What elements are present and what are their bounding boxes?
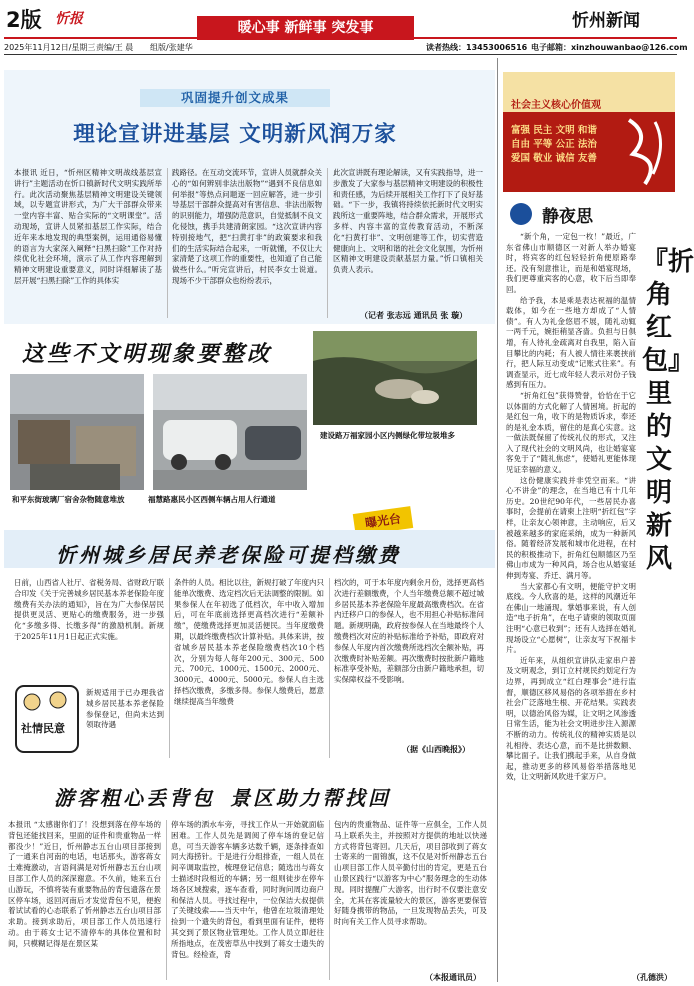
sidebar-divider <box>497 58 498 982</box>
article2-title: 这些不文明现象要整改 <box>22 342 273 367</box>
column-divider <box>327 168 328 318</box>
layout-line: 组版/张建华 <box>150 43 193 52</box>
photo1-caption: 建设路万福家园小区内侧绿化带垃圾堆多 <box>320 431 455 440</box>
poster-line: 爱国 敬业 诚信 友善 <box>511 153 597 164</box>
photo-glass-dorm <box>10 374 144 490</box>
article1-col3: 此次宣讲既有理论解读，又有实践指导，进一步激发了大家参与基层精神文明建设的积极性和责任感，为后续开展相关工作打下了良好基础。“下一步，我镇将持续依托新时代文明实践所这一重要阵地，结合群众需求，开展形式多样、内容丰富的宣传教育活动，不断深化“扫黄打非”、文明创建等工作，切实营造健康向上、文明和谐的社会文化氛围，为忻州区精神文明建设贡献基层力量。”忻口镇相关负责人表示。 <box>333 168 483 275</box>
vertical-headline-part-b: 里的文明新风 <box>645 379 672 574</box>
edition-title: 忻州新闻 <box>572 11 640 31</box>
column-divider <box>167 168 168 318</box>
article3-col2: 条件的人员。相比以往，新规打破了年度内只能单次缴费、选定档次后无法调整的限制。如果参保人在年初选了低档次，年中收入增加后，可在年底前选择更高档次进行“差额补缴”，使缴费选择更加灵活便民。当年度缴费期，以最终缴费档次计算补贴。具体来讲，按省城乡居民基本养老保险缴费档次10个档次，分别为每人每年200元、300元、500元、700元、1000元、1500元、2000元、3000元、4000元、5000元。参保人自主选择档次缴费，多缴多得。参保人缴费后，愿意继续提高当年缴费 <box>174 578 324 706</box>
column-badge-icon <box>510 203 532 225</box>
photo2-caption: 和平东街玻璃厂宿舍杂物随意堆放 <box>12 495 125 504</box>
column-divider <box>166 820 167 980</box>
article3-title: 忻州城乡居民养老保险可提档缴费 <box>56 543 401 567</box>
sidebar-paragraph: “折角红包”获得赞誉，恰恰在于它以体面的方式化解了人情困境。折起的是红包一角，收下的是物质诉求，奉还的是礼金本质，留住的是真心实意。这一做法既保留了传统礼仪的形式，又注入了现代社会的文明风尚，也让婚宴宴客免于了“随礼焦虑”，使婚礼更能体现见证幸福的意义。 <box>506 390 636 475</box>
photo-green-belt <box>313 331 477 425</box>
sidebar-paragraph: 这份健康实践并非凭空而来。“讲心不讲金”的理念，在当地已有十几年历史。20世纪90年代，一些居民办喜事时，会提前在请柬上注明“折红包”字样，让亲友心领神意，主动响应，后又被越来越多的家庭采纳，成为一种新风俗。随着经济发展和城市化进程，在村民的积极推动下，折角红包顺德区乃至佛山市成为一种风尚，场合也从婚宴延伸到寿宴、乔迁、满月等。 <box>506 475 636 580</box>
email-line: 电子邮箱：xinzhouwanbao@126.com <box>531 43 688 52</box>
date-line: 2025年11月12日/星期三 <box>4 43 96 52</box>
column-divider <box>169 578 170 758</box>
vertical-headline-part-a: 『折角红包』 <box>642 247 694 376</box>
vertical-headline <box>642 246 694 576</box>
article1-col1: 本报讯 近日，“忻州区精神文明战线基层宣讲行”主题活动在忻口镇新时代文明实践所举行。此次活动聚焦基层精神文明建设关键领域，以专题宣讲形式，为广大干部群众带来一堂内容丰富、贴合实际的“文明课堂”。活动现场，宣讲人员紧扣基层工作实际，结合近年来本地发现的典型案例，运用通俗易懂的语言为大家深入阐释“扫黑扫除”工作对持续优化社会环境，演示了从工作内容理解到精神文明建设重要意义，同时详细解读了基层开展“扫黑扫除”工作的具体实 <box>14 168 162 285</box>
editor-line: 责编/王 晨 <box>96 43 134 52</box>
slogan-banner: 暖心事 新鲜事 突发事 <box>197 16 414 40</box>
article4-col3: 包内的贵重物品、证件等一应俱全，工作人员马上联系失主，并按照对方提供的地址以快递方式将背包寄回。几天后，项目部收到了蒋女士寄来的一面锦旗，这不仅是对忻州静志五台山项目部工作人员辛勤付出的肯定，更是五台山景区践行“以游客为中心”服务理念的生动体现。同时提醒广大游客，出行时不仅要注意安全，尤其在客流量较大的景区，游客更要保管好随身携带的物品，一旦发现物品丢失，可及时向有关工作人员寻求帮助。 <box>334 820 487 927</box>
brand-logo: 忻报 <box>55 11 83 27</box>
article4-title: 游客粗心丢背包 景区助力帮找回 <box>54 786 392 810</box>
article3-col3: 档次的，可于本年度内剩余月份，选择更高档次进行差额缴费，个人当年缴费总额不超过城乡居民基本养老保险年度最高缴费档次。在省内迁移户口的参保人，也不用担心补贴标准问题。新规明确，政府按参保人在当地最终个人缴费档次对应的补贴标准给予补贴，即政府对参保人年度内首次缴费所选档次全额补贴，再次缴费时补贴差额。再次缴费时按批新户籍地标准享受补贴，差额部分由新户籍地承担，切实保障权益不受影响。 <box>334 578 484 685</box>
social-tag-graphic <box>12 678 82 758</box>
article1-credit: （记者 张志远 通讯员 张 璇） <box>360 311 468 320</box>
sidebar-paragraph: “新个角，一定包一枚！”最近，广东省佛山市顺德区一对新人举办婚宴时，将宾客的红包轻轻折角便原路奉还。没有刻意推让，而是和婚宴现场，我们更尊重宾客的心意，收下后当即奉回。 <box>506 232 636 294</box>
sidebar-credit: （孔德洪） <box>632 973 672 982</box>
article3-col1a: 日前，山西省人社厅、省税务局、省财政厅联合印发《关于完善城乡居民基本养老保险年度缴费有关办法的通知》，旨在为广大参保居民提供更灵活、更贴心的缴费服务，进一步强化“多缴多得、长缴多得”的激励机制。新规于2025年11月1日起正式实施。 <box>14 578 164 641</box>
column-title: 静夜思 <box>542 207 593 227</box>
article4-col2: 停车场的洒水车旁，寻找工作从一开始就面临困难。工作人员先是调阅了停车场的登记信息，可当天游客车辆多达数千辆，逐条排查如同大海捞针。于是进行分组排查，一组人员在间辛调取监控，梳理登记信息；随选出与蒋女士描述时段相近的车辆；另一组则徒步在停车场各区域搜索，逐车查看，同时询问周边商户和保洁人员。寻找过程中，一位保洁大叔提供了关键线索——当天中午，他曾在垃圾清理处捡到一个遗失的背包，看到里面有证件，便将其交到了景区物业管理处。工作人员立即赶往所指地点，在茂密草丛中找到了蒋女士遗失的背包。经检查，背 <box>171 820 324 959</box>
sidebar-paragraph: 近年来，从组织宣讲队走家串户普及文明观念，到订立村规民约划定行为边界，再到成立“红白理事会”进行监督，顺德区移风易俗的各项举措在乡村社会广泛落地生根、开花结果。实践表明，以德治风俗为媒，让文明之风渗透日常生活，能为社会文明进步注入源源不断的动力。传统礼仪的精神实质是以礼相待、表达心意，而不是比拼数额、攀比面子。让我们携起手来，从自身做起，推动更多的移风易俗举措落地见效，让文明新风吹进千家万户。 <box>506 655 636 782</box>
column-divider <box>329 820 330 980</box>
hotline: 读者热线：13453006516 <box>426 43 528 52</box>
article4-col1: 本报讯 “太感谢你们了！没想到落在停车场的背包还能找回来，里面的证件和贵重物品一样都没少！”近日，忻州静志五台山项目部接到了一通来自河南的电话，电话那头，游客蒋女士难掩激动，言语间满是对忻州静志五台山项目部工作人员的深深谢意。不久前，她来五台山游玩，不慎将装有重要物品的背包遗落在景区停车场，返回河南后才发觉背包不见，便抱着试试看的心态联系了忻州静志五台山项目部求助。接到求助后，项目部工作人员迅速行动。由于蒋女士记不清停车的具体位置和时间，只模糊记得是在景区某 <box>8 820 161 948</box>
core-values-poster <box>503 72 675 192</box>
exposure-badge: 曝光台 <box>353 506 413 536</box>
photo-parked-cars <box>153 374 307 490</box>
article3-col1b: 新规适用于已办理我省城乡居民基本养老保险参保登记，但尚未达到领取待遇 <box>86 688 164 730</box>
column-divider <box>329 578 330 758</box>
header-rule <box>4 37 677 39</box>
article1-col2: 践路径。在互动交流环节，宣讲人员就群众关心的“如何辨别非法出版物”“遇到不良信息如何举报”等热点问题逐一回应解答，进一步引导基层干部群众提高对有害信息、非法出版物的识别能力，增强防范意识，自觉抵制不良文化侵蚀，携手共建清朗家园。“这次宣讲内容特别接地气，把“扫黄打非”的政策要求和我们的生活实际结合起来，一听就懂，不仅让大家清楚了这项工作的重要性，也知道了自己能做些什么。”听完宣讲后，村民李女士说道。现场不少干部群众也纷纷表示， <box>172 168 322 285</box>
sidebar-paragraph: 给予我，本是乘是表达祝福的温情载体，如今在一些地方却成了“人情债”。有人为礼金悠眉不展，随礼动辄一两千元，婉拒稍显吝啬。负担与日俱增，有人待礼金疏离对自我里，陷入盲目攀比的内耗；有人被人情往来裹挟前行，把人际互动变成“记账式往来”。有调查显示，近七成年轻人表示对份子钱感到有压力。 <box>506 295 636 390</box>
calligraphy-graphic <box>621 114 673 190</box>
poster-line: 富强 民主 文明 和谐 <box>511 125 597 136</box>
social-tag-label: 社情民意 <box>21 722 65 735</box>
article3-credit: （据《山西晚报》） <box>402 745 470 754</box>
sidebar-body <box>506 232 636 984</box>
photo3-caption: 福慧路惠民小区西侧车辆占用人行通道 <box>148 495 276 504</box>
article1-ribbon: 巩固提升创文成果 <box>140 89 330 107</box>
poster-heading: 社会主义核心价值观 <box>511 100 601 111</box>
sidebar-paragraph: 当大家都心有文明，便能守护文明底线。今人欣喜的是，这样的风潮近年在佛山一地涌现。掌婚事来说，有人创造“电子折角”，在电子请柬的领取页面注明“心意已收到”；还有人选择在婚礼现场设立“心愿树”，让亲友写下祝福卡片。 <box>506 581 636 655</box>
page-number: 2版 <box>6 8 42 32</box>
meta-rule <box>4 54 677 55</box>
article1-title: 理论宣讲进基层 文明新风润万家 <box>73 122 397 147</box>
article4-credit: （本报通讯员） <box>425 973 481 982</box>
poster-line: 自由 平等 公正 法治 <box>511 139 597 150</box>
